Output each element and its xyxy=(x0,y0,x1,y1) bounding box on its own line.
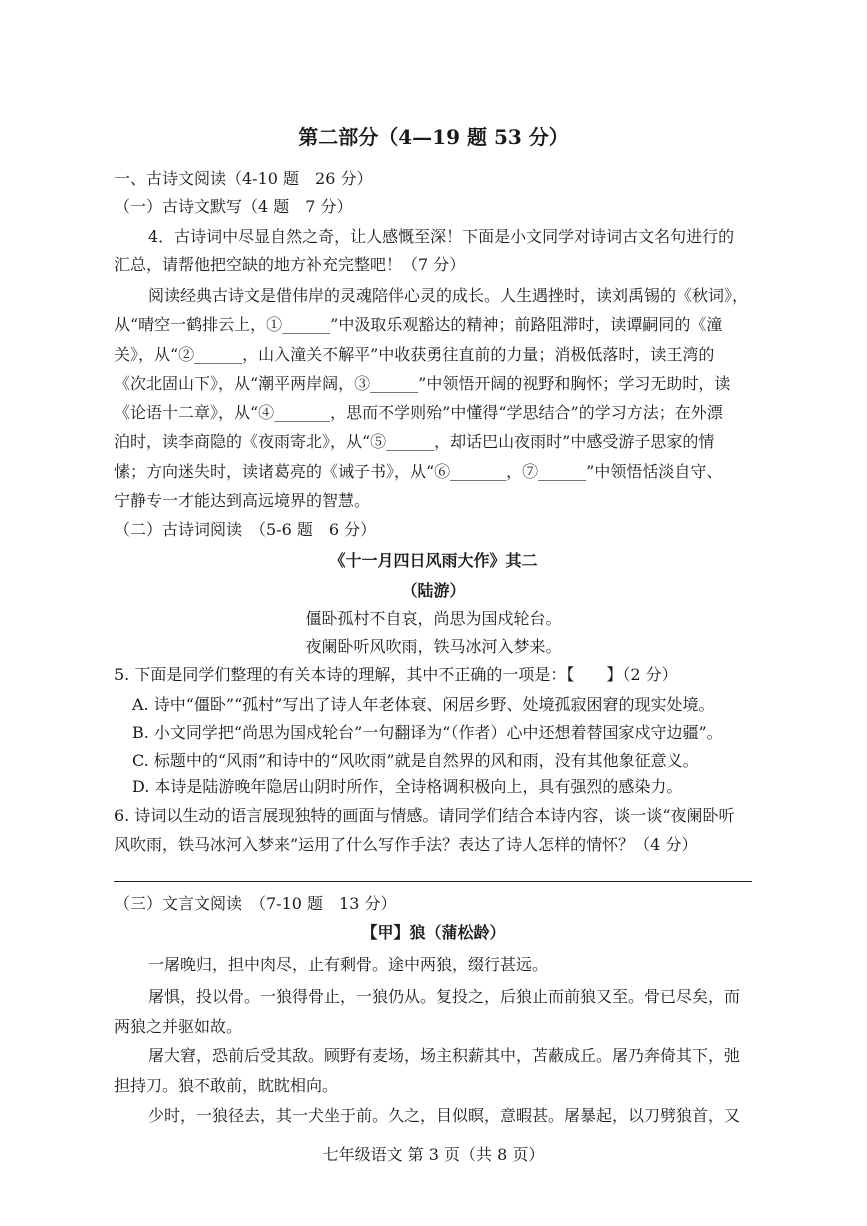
q4-line: 阅读经典古诗文是借伟岸的灵魂陪伴心灵的成长。人生遇挫时，读刘禹锡的《秋词》， xyxy=(148,286,749,305)
section-heading: 一、古诗文阅读（4-10 题 26 分） xyxy=(114,169,373,188)
q4-line: 汇总，请帮他把空缺的地方补充完整吧！（7 分） xyxy=(114,255,466,274)
q6-line: 风吹雨，铁马冰河入梦来”运用了什么写作手法？表达了诗人怎样的情怀？（4 分） xyxy=(114,835,698,854)
q4-line: 愫；方向迷失时，读诸葛亮的《诫子书》，从“⑥_______，⑦______”中领悟恬淡自守、 xyxy=(114,462,723,481)
poem-line: 夜阑卧听风吹雨，铁马冰河入梦来。 xyxy=(305,637,562,656)
passage-line: 屠大窘，恐前后受其敌。顾野有麦场，场主积薪其中，苫蔽成丘。屠乃奔倚其下，弛 xyxy=(148,1046,741,1065)
q5-stem: 5. 下面是同学们整理的有关本诗的理解，其中不正确的一项是：【 】（2 分） xyxy=(114,665,678,684)
answer-line xyxy=(114,881,752,882)
poem-title: 《十一月四日风雨大作》其二 xyxy=(329,551,538,570)
q4-line: 4．古诗词中尽显自然之奇，让人感慨至深！下面是小文同学对诗词古文名句进行的 xyxy=(148,227,735,246)
passage-line: 两狼之并驱如故。 xyxy=(114,1017,243,1036)
subsection-heading: （二）古诗词阅读 （5-6 题 6 分） xyxy=(114,520,377,539)
page-title: 第二部分（4—19 题 53 分） xyxy=(298,125,569,149)
q4-line: 从“晴空一鹤排云上，①______”中汲取乐观豁达的精神；前路阻滞时，读谭嗣同的《潼 xyxy=(114,315,723,334)
q5-option-b: B. 小文同学把“尚思为国戍轮台”一句翻译为“（作者）心中还想着替国家戍守边疆”。 xyxy=(132,723,723,742)
q4-line: 宁静专一才能达到高远境界的智慧。 xyxy=(114,491,371,510)
passage-line: 一屠晚归，担中肉尽，止有剩骨。途中两狼，缀行甚远。 xyxy=(148,955,549,974)
poem-line: 僵卧孤村不自哀，尚思为国戍轮台。 xyxy=(305,609,562,628)
passage-line: 少时，一狼径去，其一犬坐于前。久之，目似瞑，意暇甚。屠暴起，以刀劈狼首，又 xyxy=(148,1106,741,1125)
q4-line: 泊时，读李商隐的《夜雨寄北》，从“⑤______，却话巴山夜雨时”中感受游子思家的情 xyxy=(114,432,715,451)
passage-title: 【甲】狼（蒲松龄） xyxy=(361,923,506,942)
q5-option-d: D. 本诗是陆游晚年隐居山阴时所作，全诗格调积极向上，具有强烈的感染力。 xyxy=(132,777,683,796)
subsection-heading: （一）古诗文默写（4 题 7 分） xyxy=(114,197,353,216)
passage-line: 担持刀。狼不敢前，眈眈相向。 xyxy=(114,1076,339,1095)
subsection-heading: （三）文言文阅读 （7-10 题 13 分） xyxy=(114,894,397,913)
poem-author: （陆游） xyxy=(401,581,466,600)
q6-line: 6. 诗词以生动的语言展现独特的画面与情感。请同学们结合本诗内容，谈一谈“夜阑卧听 xyxy=(114,806,735,825)
passage-line: 屠惧，投以骨。一狼得骨止，一狼仍从。复投之，后狼止而前狼又至。骨已尽矣，而 xyxy=(148,987,741,1006)
q4-line: 《次北固山下》，从“潮平两岸阔，③______”中领悟开阔的视野和胸怀；学习无助时，读 xyxy=(114,374,731,393)
q4-line: 《论语十二章》，从“④_______，思而不学则殆”中懂得“学思结合”的学习方法；在外漂 xyxy=(114,403,723,422)
q4-line: 关》，从“②______，山入潼关不解平”中收获勇往直前的力量；消极低落时，读王湾的 xyxy=(114,345,715,364)
q5-option-c: C. 标题中的“风雨”和诗中的“风吹雨”就是自然界的风和雨，没有其他象征意义。 xyxy=(132,751,699,770)
q5-option-a: A. 诗中“僵卧”“孤村”写出了诗人年老体衰、闲居乡野、处境孤寂困窘的现实处境。 xyxy=(132,695,715,714)
page-footer: 七年级语文 第 3 页（共 8 页） xyxy=(322,1145,545,1164)
